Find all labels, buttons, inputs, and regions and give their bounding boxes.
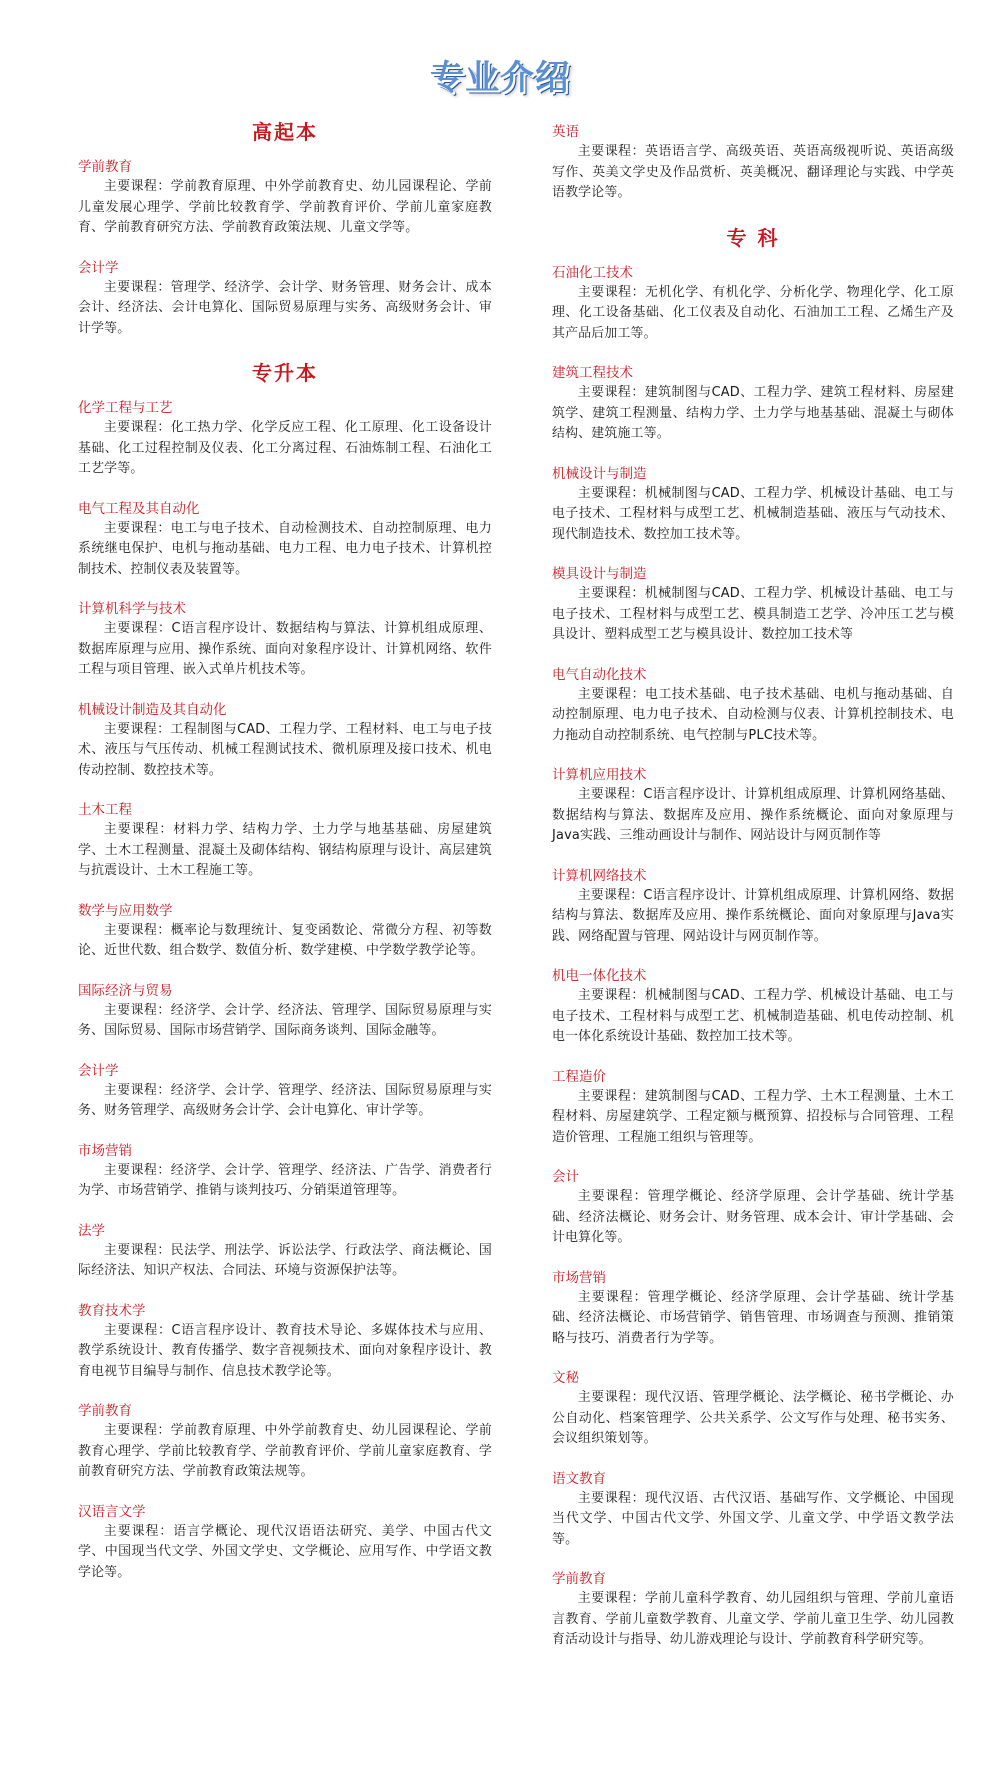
major-name: 电气工程及其自动化 [78,500,200,517]
major-name: 计算机科学与技术 [78,601,186,617]
major-name: 计算机应用技术 [552,767,647,783]
major-name: 机械设计制造及其自动化 [78,701,227,718]
major-entry [552,1470,954,1551]
major-courses: 主要课程：C语言程序设计、数据结构与算法、计算机组成原理、数据库原理与应用、操作系统、面向对象程序设计、计算机网络、软件工程与项目管理、嵌入式单片机技术等。 [78,621,492,677]
major-courses: 主要课程：英语语言学、高级英语、英语高级视听说、英语高级写作、英美文学史及作品赏析、英美概况、翻译理论与实践、中学英语教学论等。 [552,144,954,200]
major-name: 汉语言文学 [78,1503,146,1520]
left-column [78,118,492,1603]
major-entry [78,158,492,239]
major-courses: 主要课程：建筑制图与CAD、工程力学、土木工程测量、土木工程材料、房屋建筑学、工程定额与概预算、招投标与合同管理、工程造价管理、工程施工组织与管理等。 [552,1088,954,1145]
major-courses: 主要课程：建筑制图与CAD、工程力学、建筑工程材料、房屋建筑学、建筑工程测量、结构力学、土力学与地基基础、混凝土与砌体结构、建筑施工等。 [552,385,954,441]
major-courses: 主要课程：管理学概论、经济学原理、会计学基础、统计学基础、经济法概论、财务会计、财务管理、成本会计、审计学基础、会计电算化等。 [552,1189,954,1245]
section-heading: 专 科 [726,225,780,250]
major-courses: 主要课程：管理学概论、经济学原理、会计学基础、统计学基础、经济法概论、市场营销学、销售管理、市场调查与预测、推销策略与技巧、消费者行为学等。 [552,1289,954,1346]
major-name: 会计 [552,1169,579,1185]
major-name: 市场营销 [552,1269,606,1286]
major-courses: 主要课程：C语言程序设计、计算机组成原理、计算机网络基础、数据结构与算法、数据库及应用、操作系统概论、面向对象原理与Java实践、三维动画设计与制作、网站设计与网页制作等 [552,787,954,843]
major-name: 文秘 [552,1370,579,1386]
major-entry [78,399,492,480]
major-courses: 主要课程：电工技术基础、电子技术基础、电机与拖动基础、自动控制原理、电力电子技术、自动检测与仪表、计算机控制技术、电力拖动自动控制系统、电气控制与PLC技术等。 [552,686,954,743]
major-name: 数学与应用数学 [78,902,173,919]
major-name: 会计学 [78,1062,119,1079]
major-entry [78,1062,492,1122]
major-courses: 主要课程：无机化学、有机化学、分析化学、物理化学、化工原理、化工设备基础、化工仪表及自动化、石油加工工程、乙烯生产及其产品后加工等。 [552,284,954,341]
major-name: 电气自动化技术 [552,666,647,683]
major-courses: 主要课程：现代汉语、古代汉语、基础写作、文学概论、中国现当代文学、中国古代文学、外国文学、儿童文学、中学语文教学法等。 [552,1490,954,1547]
major-entry [552,967,954,1048]
major-courses: 主要课程：学前教育原理、中外学前教育史、幼儿园课程论、学前教育心理学、学前比较教育学、学前教育评价、学前儿童家庭教育、学前教育研究方法、学前教育政策法规等。 [78,1423,492,1479]
right-column [552,123,954,1671]
major-name: 化学工程与工艺 [78,400,173,416]
major-entry [78,259,492,340]
major-entry [552,867,954,948]
section-heading: 专升本 [252,361,318,385]
major-name: 会计学 [78,259,119,276]
major-entry [552,1168,954,1249]
major-courses: 主要课程：机械制图与CAD、工程力学、机械设计基础、电工与电子技术、工程材料与成型工艺、机械制造基础、液压与气动技术、现代制造技术、数控加工技术等。 [552,485,954,542]
major-entry [552,766,954,847]
major-name: 学前教育 [78,159,132,175]
major-courses: 主要课程：材料力学、结构力学、土力学与地基基础、房屋建筑学、土木工程测量、混凝土及砌体结构、钢结构原理与设计、高层建筑与抗震设计、土木工程施工等。 [78,822,492,878]
major-courses: 主要课程：机械制图与CAD、工程力学、机械设计基础、电工与电子技术、工程材料与成型工艺、机械制造基础、机电传动控制、机电一体化系统设计基础、数控加工技术等。 [552,988,954,1044]
major-entry [78,1142,492,1202]
program-section [78,118,492,339]
major-name: 国际经济与贸易 [78,982,173,999]
major-entry [78,1503,492,1584]
major-entry [552,264,954,345]
major-courses: 主要课程：概率论与数理统计、复变函数论、常微分方程、初等数论、近世代数、组合数学、数值分析、数学建模、中学数学教学论等。 [78,922,492,958]
major-courses: 主要课程：C语言程序设计、教育技术导论、多媒体技术与应用、教学系统设计、教育传播学、数字音视频技术、面向对象程序设计、教育电视节目编导与制作、信息技术教学论等。 [78,1322,492,1379]
major-courses: 主要课程：学前教育原理、中外学前教育史、幼儿园课程论、学前儿童发展心理学、学前比较教育学、学前教育评价、学前儿童家庭教育、学前教育研究方法、学前教育政策法规、儿童文学等。 [78,179,492,235]
major-entry [552,123,954,204]
major-name: 法学 [78,1222,105,1239]
major-entry [552,1068,954,1149]
major-name: 工程造价 [552,1068,606,1085]
major-courses: 主要课程：现代汉语、管理学概论、法学概论、秘书学概论、办公自动化、档案管理学、公共关系学、公文写作与处理、秘书实务、会议组织策划等。 [552,1390,954,1446]
major-entry [552,1570,954,1651]
major-name: 机械设计与制造 [552,465,647,482]
major-name: 语文教育 [552,1470,606,1487]
major-name: 学前教育 [78,1403,132,1419]
major-name: 教育技术学 [78,1302,146,1319]
major-courses: 主要课程：工程制图与CAD、工程力学、工程材料、电工与电子技术、液压与气压传动、机械工程测试技术、微机原理及接口技术、机电传动控制、数控技术等。 [78,721,492,778]
major-name: 土木工程 [78,802,132,818]
major-entry [552,666,954,747]
major-courses: 主要课程：C语言程序设计、计算机组成原理、计算机网络、数据结构与算法、数据库及应用、操作系统概论、面向对象原理与Java实践、网络配置与管理、网站设计与网页制作等。 [552,887,954,944]
major-entry [552,1369,954,1450]
major-name: 市场营销 [78,1142,132,1159]
program-section [552,123,954,204]
major-courses: 主要课程：电工与电子技术、自动检测技术、自动控制原理、电力系统继电保护、电机与拖动基础、电力工程、电力电子技术、计算机控制技术、控制仪表及装置等。 [78,520,492,577]
major-name: 模具设计与制造 [552,566,647,582]
major-entry [78,1402,492,1483]
major-entry [552,565,954,646]
major-entry [78,982,492,1042]
major-courses: 主要课程：民法学、刑法学、诉讼法学、行政法学、商法概论、国际经济法、知识产权法、合同法、环境与资源保护法等。 [78,1242,492,1278]
major-courses: 主要课程：语言学概论、现代汉语语法研究、美学、中国古代文学、中国现当代文学、外国文学史、文学概论、应用写作、中学语文教学论等。 [78,1523,492,1580]
heading-spacer [552,252,954,264]
major-name: 石油化工技术 [552,264,633,281]
major-entry [552,1269,954,1350]
major-name: 英语 [552,124,579,140]
section-heading: 高起本 [252,120,318,144]
major-name: 计算机网络技术 [552,867,647,884]
major-entry [78,600,492,681]
major-entry [78,701,492,782]
major-entry [552,465,954,546]
major-entry [78,1222,492,1282]
major-courses: 主要课程：经济学、会计学、管理学、经济法、广告学、消费者行为学、市场营销学、推销与谈判技巧、分销渠道管理等。 [78,1162,492,1198]
major-courses: 主要课程：管理学、经济学、会计学、财务管理、财务会计、成本会计、经济法、会计电算化、国际贸易原理与实务、高级财务会计、审计学等。 [78,279,492,336]
major-entry [552,364,954,445]
program-section [552,224,954,1651]
major-name: 建筑工程技术 [552,365,633,381]
major-entry [78,902,492,962]
major-courses: 主要课程：学前儿童科学教育、幼儿园组织与管理、学前儿童语言教育、学前儿童数学教育、儿童文学、学前儿童卫生学、幼儿园教育活动设计与指导、幼儿游戏理论与设计、学前教育科学研究等。 [552,1591,954,1647]
program-section [78,359,492,1583]
major-name: 学前教育 [552,1571,606,1587]
major-courses: 主要课程：机械制图与CAD、工程力学、机械设计基础、电工与电子技术、工程材料与成型工艺、模具制造工艺学、冷冲压工艺与模具设计、塑料成型工艺与模具设计、数控加工技术等 [552,586,954,642]
heading-spacer [78,146,492,158]
major-courses: 主要课程：经济学、会计学、管理学、经济法、国际贸易原理与实务、财务管理学、高级财务会计学、会计电算化、审计学等。 [78,1082,492,1118]
major-courses: 主要课程：化工热力学、化学反应工程、化工原理、化工设备设计基础、化工过程控制及仪表、化工分离过程、石油炼制工程、石油化工工艺学等。 [78,420,492,476]
major-courses: 主要课程：经济学、会计学、经济法、管理学、国际贸易原理与实务、国际贸易、国际市场营销学、国际商务谈判、国际金融等。 [78,1002,492,1038]
major-name: 机电一体化技术 [552,968,647,984]
major-entry [78,500,492,581]
major-entry [78,801,492,882]
heading-spacer [78,387,492,399]
page-title: 专业介绍 [430,58,570,98]
major-entry [78,1302,492,1383]
